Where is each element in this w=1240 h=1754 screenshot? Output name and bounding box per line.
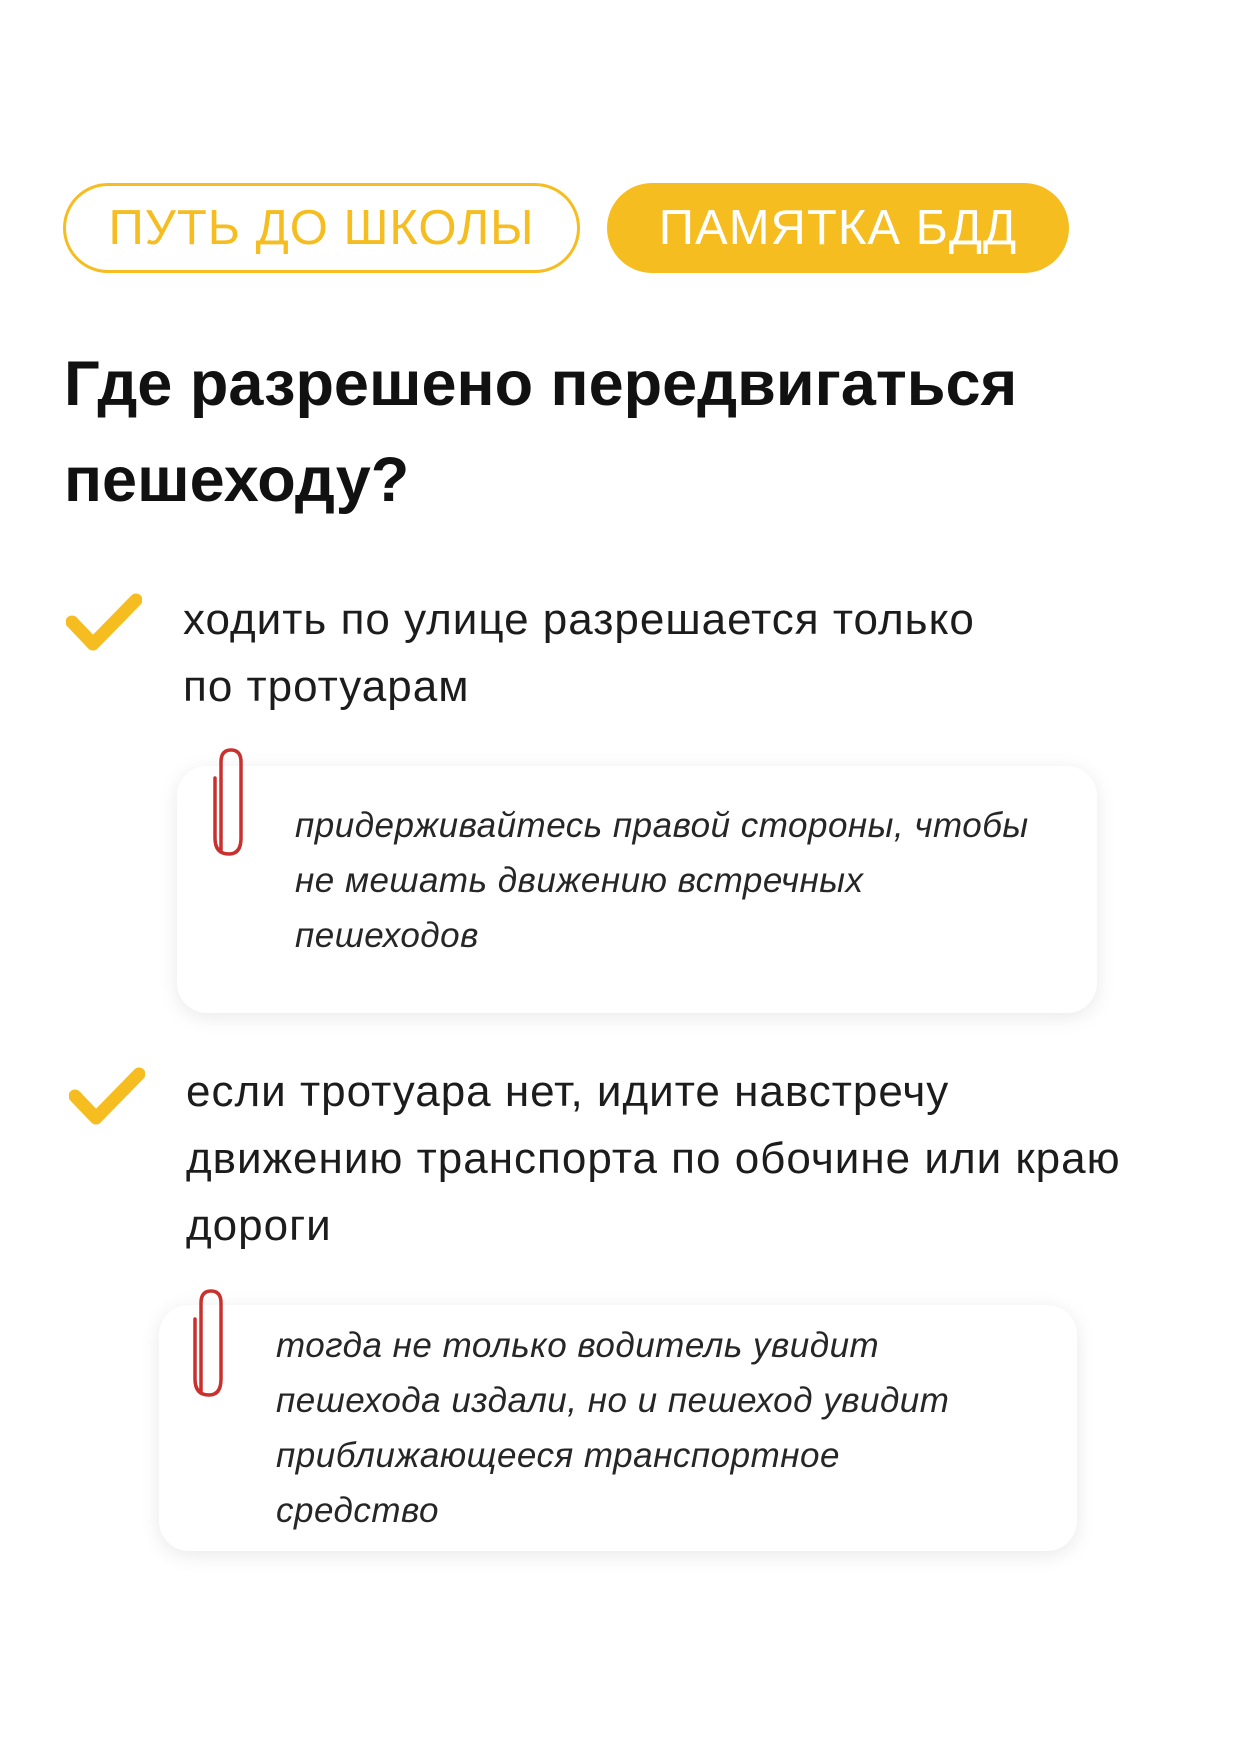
paperclip-icon <box>209 744 249 860</box>
page-title: Где разрешено передвигаться пешеходу? <box>64 349 1018 515</box>
note-text: тогда не только водитель увидит пешехода издали, но и пешеход увидит приближающееся транспортное средство <box>276 1326 950 1530</box>
tag-route-to-school[interactable]: ПУТЬ ДО ШКОЛЫ <box>63 183 580 273</box>
list-item-text: ходить по улице разрешается только по тротуарам <box>183 595 975 711</box>
check-icon <box>66 592 142 654</box>
check-icon <box>69 1066 145 1128</box>
note-text: придерживайтесь правой стороны, чтобы не мешать движению встречных пешеходов <box>295 806 1029 955</box>
list-item-text: если тротуара нет, идите навстречу движению транспорта по обочине или краю дороги <box>186 1067 1121 1250</box>
paperclip-icon <box>189 1285 229 1401</box>
tag-traffic-memo[interactable]: ПАМЯТКА БДД <box>607 183 1069 273</box>
